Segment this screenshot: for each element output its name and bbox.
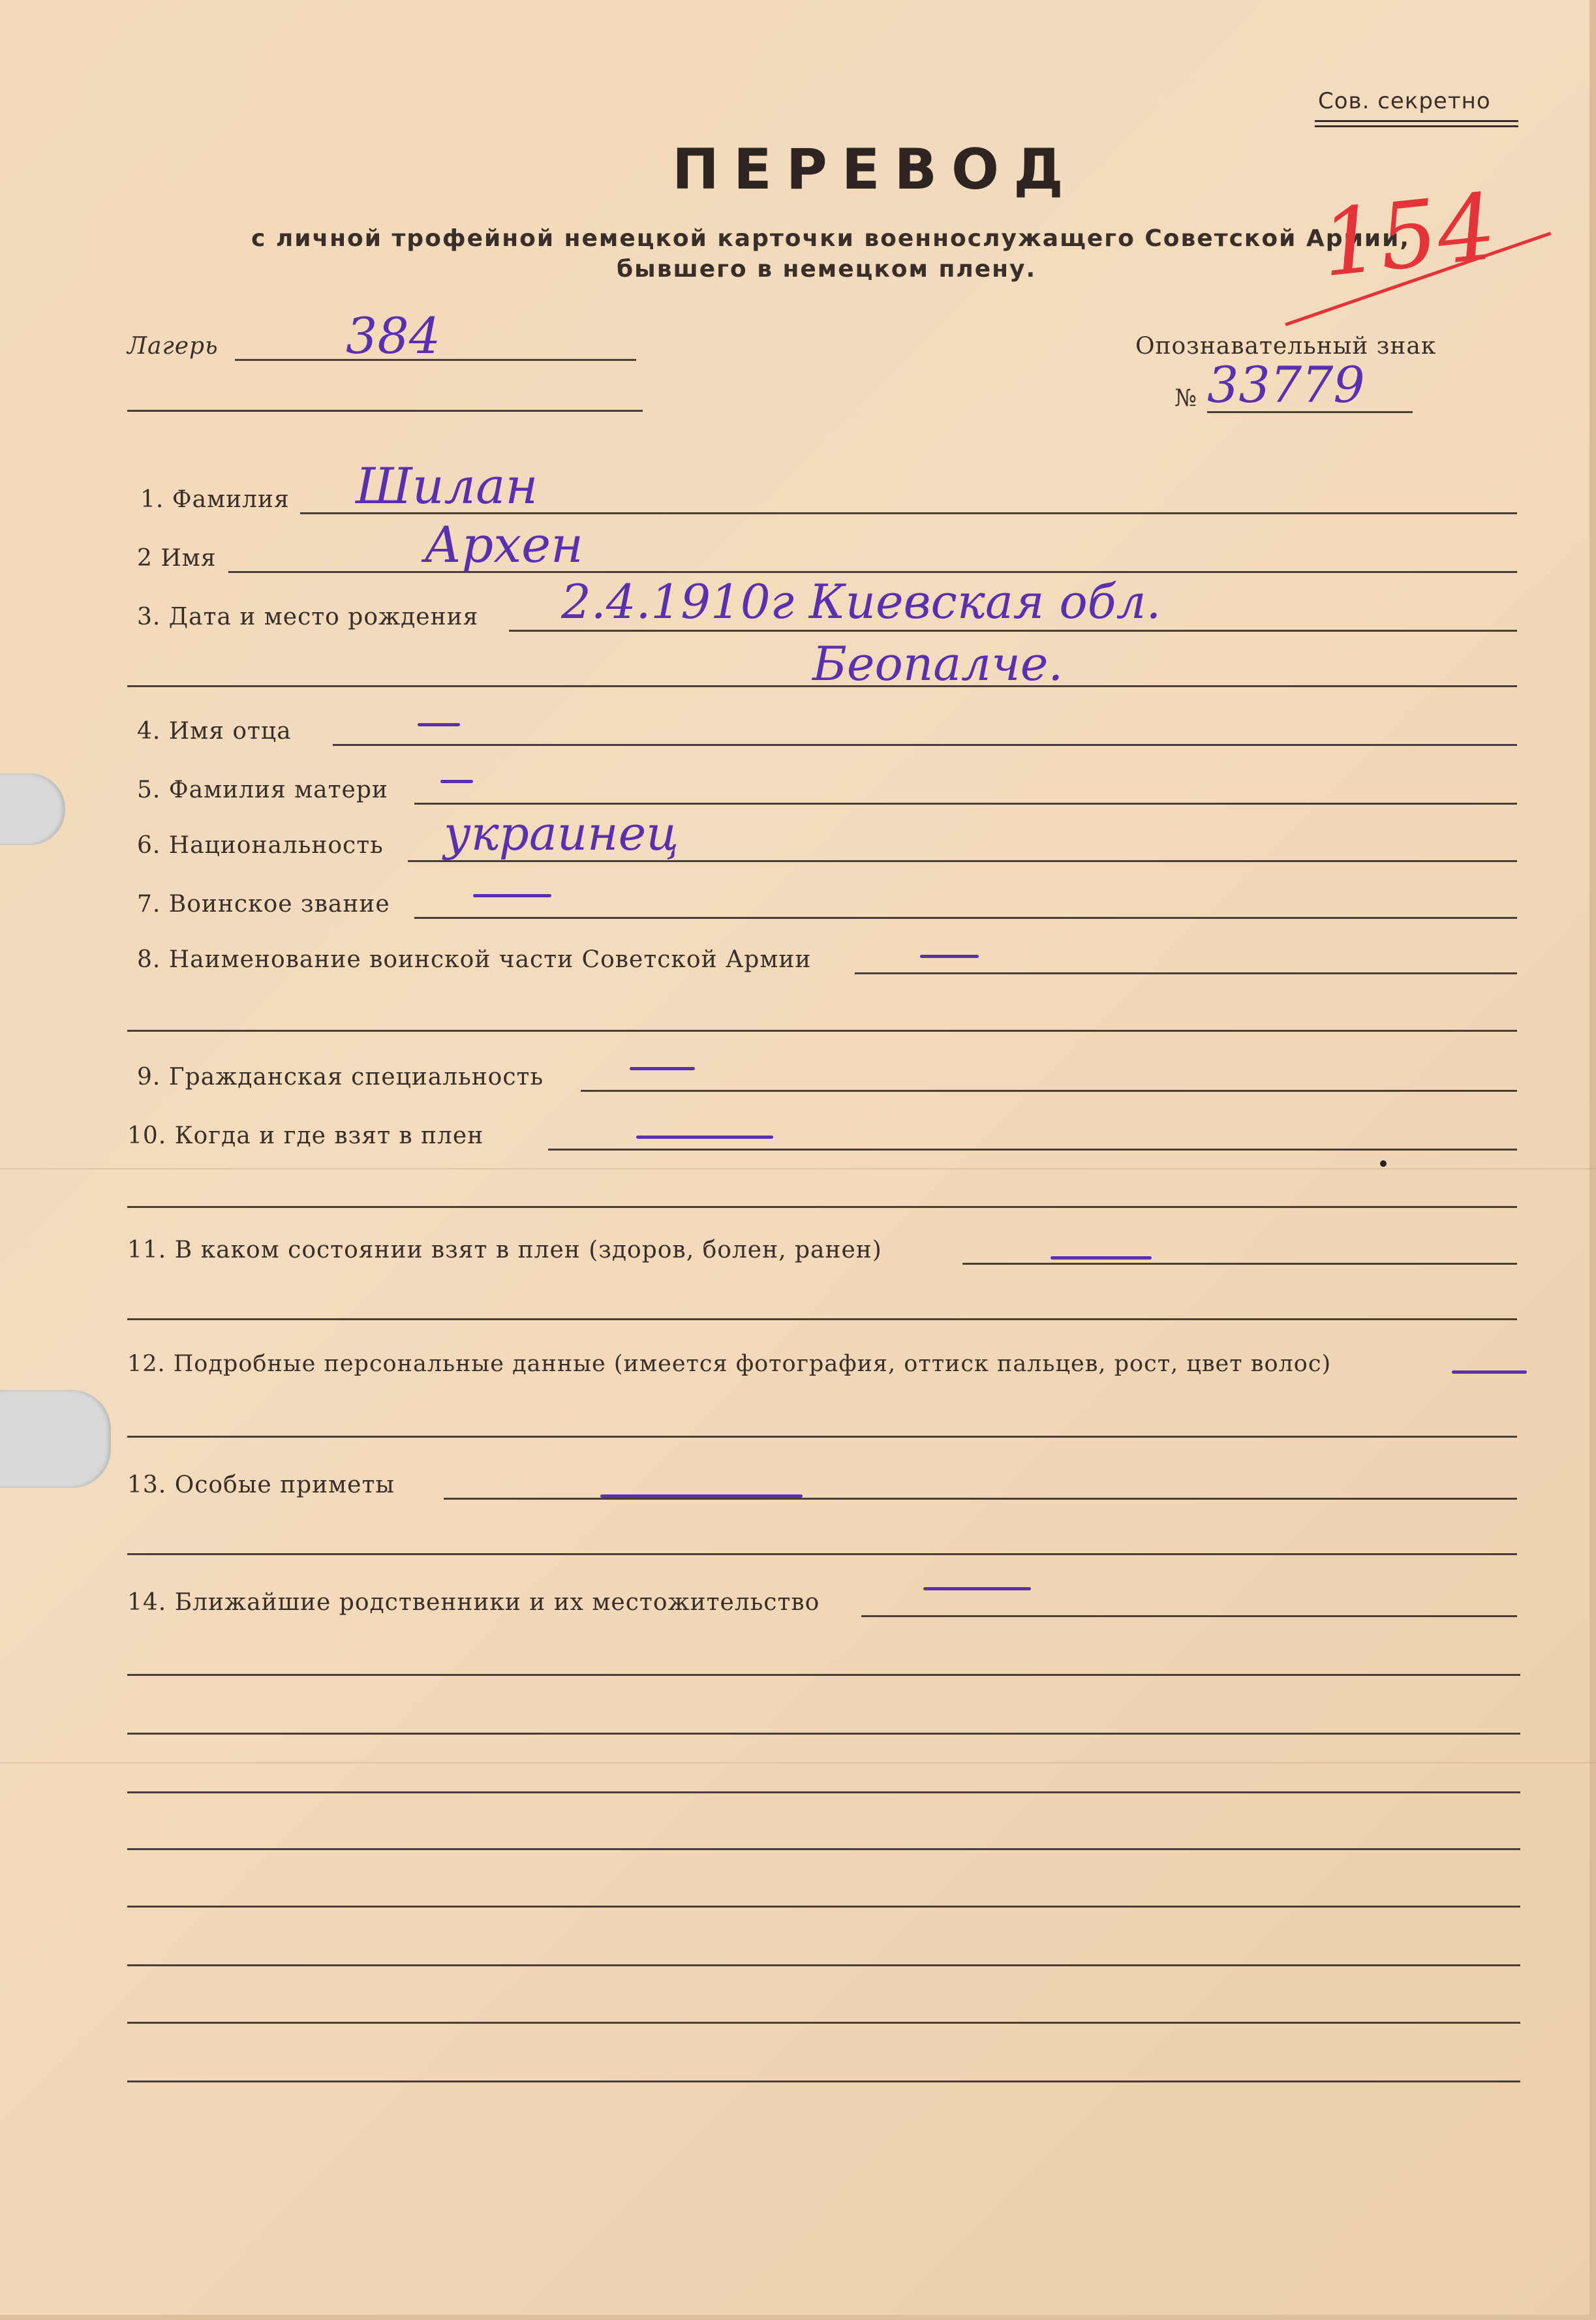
field-1-value: Шилан [356,457,538,515]
id-tag-label: Опознавательный знак [1135,333,1437,360]
field-10-dash [636,1136,773,1139]
field-2-label: 2 Имя [137,545,217,572]
field-10-line-2 [127,1206,1517,1208]
field-14-line [861,1615,1517,1617]
field-14-dash [923,1587,1031,1590]
field-3-value: 2.4.1910г Киевская обл. [561,574,1161,629]
red-handwritten-number: 154 [1316,174,1501,298]
field-8-line [855,972,1517,974]
field-13-line-2 [127,1553,1517,1555]
field-7-line [414,917,1517,919]
classification-label: Сов. секретно [1318,88,1491,114]
field-14-line-7 [127,1964,1520,1966]
field-9-label: 9. Гражданская специальность [137,1064,544,1090]
field-8-dash [920,955,979,958]
field-14-line-9 [127,2080,1520,2082]
field-10-line [548,1149,1517,1151]
punch-hole [0,1390,111,1488]
field-11-label: 11. В каком состоянии взят в плен (здоров, болен, ранен) [127,1237,882,1263]
field-5-dash [440,780,473,783]
field-12-line-2 [127,1436,1517,1438]
field-13-line [444,1498,1517,1500]
document-title: ПЕРЕВОД [672,137,1078,202]
field-6-value: украинец [444,806,679,861]
field-4-dash [418,723,460,726]
field-6-label: 6. Национальность [137,832,384,859]
field-14-label: 14. Ближайшие родственники и их местожительство [127,1589,820,1616]
field-2-value: Архен [424,516,584,574]
field-10-label: 10. Когда и где взят в плен [127,1122,484,1149]
camp-value: 384 [346,307,441,365]
field-11-dash [1051,1256,1152,1260]
classification-underline [1315,125,1518,127]
camp-extra-line [127,410,643,412]
field-4-line [333,744,1517,746]
paper-fold [0,1762,1596,1763]
field-11-line [962,1263,1517,1265]
field-3-value-2: Беопалче. [812,636,1064,691]
field-12-label: 12. Подробные персональные данные (имеется фотография, оттиск пальцев, рост, цвет волос) [127,1351,1332,1377]
field-4-label: 4. Имя отца [137,718,292,745]
paper-fold [0,1168,1596,1169]
document-subtitle-line1: с личной трофейной немецкой карточки военнослужащего Советской Армии, [251,225,1411,252]
field-7-label: 7. Воинское звание [137,891,390,918]
field-14-line-3 [127,1733,1520,1735]
document-subtitle-line2: бывшего в немецком плену. [617,256,1037,283]
field-5-label: 5. Фамилия матери [137,777,388,803]
field-12-dash [1452,1370,1527,1374]
field-13-label: 13. Особые приметы [127,1472,395,1498]
field-11-line-2 [127,1318,1517,1320]
field-5-line [414,803,1517,805]
field-9-line [581,1090,1517,1092]
ink-dot [1380,1160,1387,1167]
field-1-label: 1. Фамилия [140,486,290,513]
field-8-label: 8. Наименование воинской части Советской Армии [137,946,812,973]
field-14-line-2 [127,1674,1520,1676]
field-14-line-6 [127,1906,1520,1908]
field-14-line-5 [127,1848,1520,1850]
field-3-line [509,630,1517,632]
field-3-label: 3. Дата и место рождения [137,604,479,630]
camp-label: Лагерь [127,333,219,360]
id-tag-number-prefix: № [1174,385,1198,412]
punch-hole [0,773,65,845]
field-14-line-8 [127,2022,1520,2024]
field-9-dash [630,1067,695,1070]
field-8-line-2 [127,1030,1517,1032]
field-2-line [228,571,1517,573]
field-13-dash [600,1494,803,1498]
classification-underline [1315,120,1518,122]
field-7-dash [473,894,551,897]
id-tag-value: 33779 [1207,356,1365,414]
field-14-line-4 [127,1791,1520,1793]
